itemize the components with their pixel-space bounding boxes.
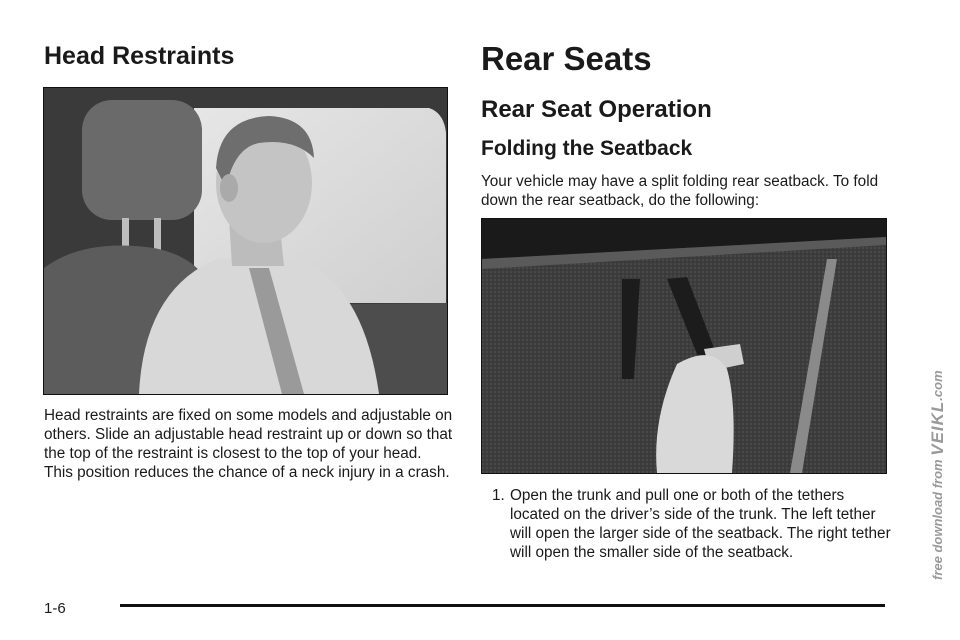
watermark-logo: VEIKL <box>928 400 947 456</box>
head-restraints-body: Head restraints are fixed on some models and adjustable on others. Slide an adjustable head restraint up or down so that the top of the restraint is closest to the top of your head. This position reduces the chance of a neck injury in a crash. <box>44 407 453 481</box>
footer-rule <box>120 604 885 607</box>
watermark-prefix: free download from <box>930 455 945 580</box>
watermark <box>928 340 958 610</box>
trunk-tether-illustration <box>481 218 887 474</box>
rear-seats-heading: Rear Seats <box>481 40 652 77</box>
folding-seatback-heading: Folding the Seatback <box>481 137 693 160</box>
step-text: Open the trunk and pull one or both of the tethers located on the driver’s side of the trunk. The left tether will open the larger side of the seatback. The right tether will open the smaller side of the seatback. <box>510 487 891 561</box>
head-restraints-heading: Head Restraints <box>44 42 235 70</box>
page-number: 1-6 <box>44 600 66 617</box>
folding-seatback-intro: Your vehicle may have a split folding rear seatback. To fold down the rear seatback, do the following: <box>481 173 879 209</box>
step-1 <box>492 486 892 562</box>
rear-seat-operation-heading: Rear Seat Operation <box>481 96 712 123</box>
step-number: 1. <box>492 487 505 504</box>
watermark-suffix: .com <box>930 370 945 401</box>
head-restraint-illustration <box>43 87 448 395</box>
